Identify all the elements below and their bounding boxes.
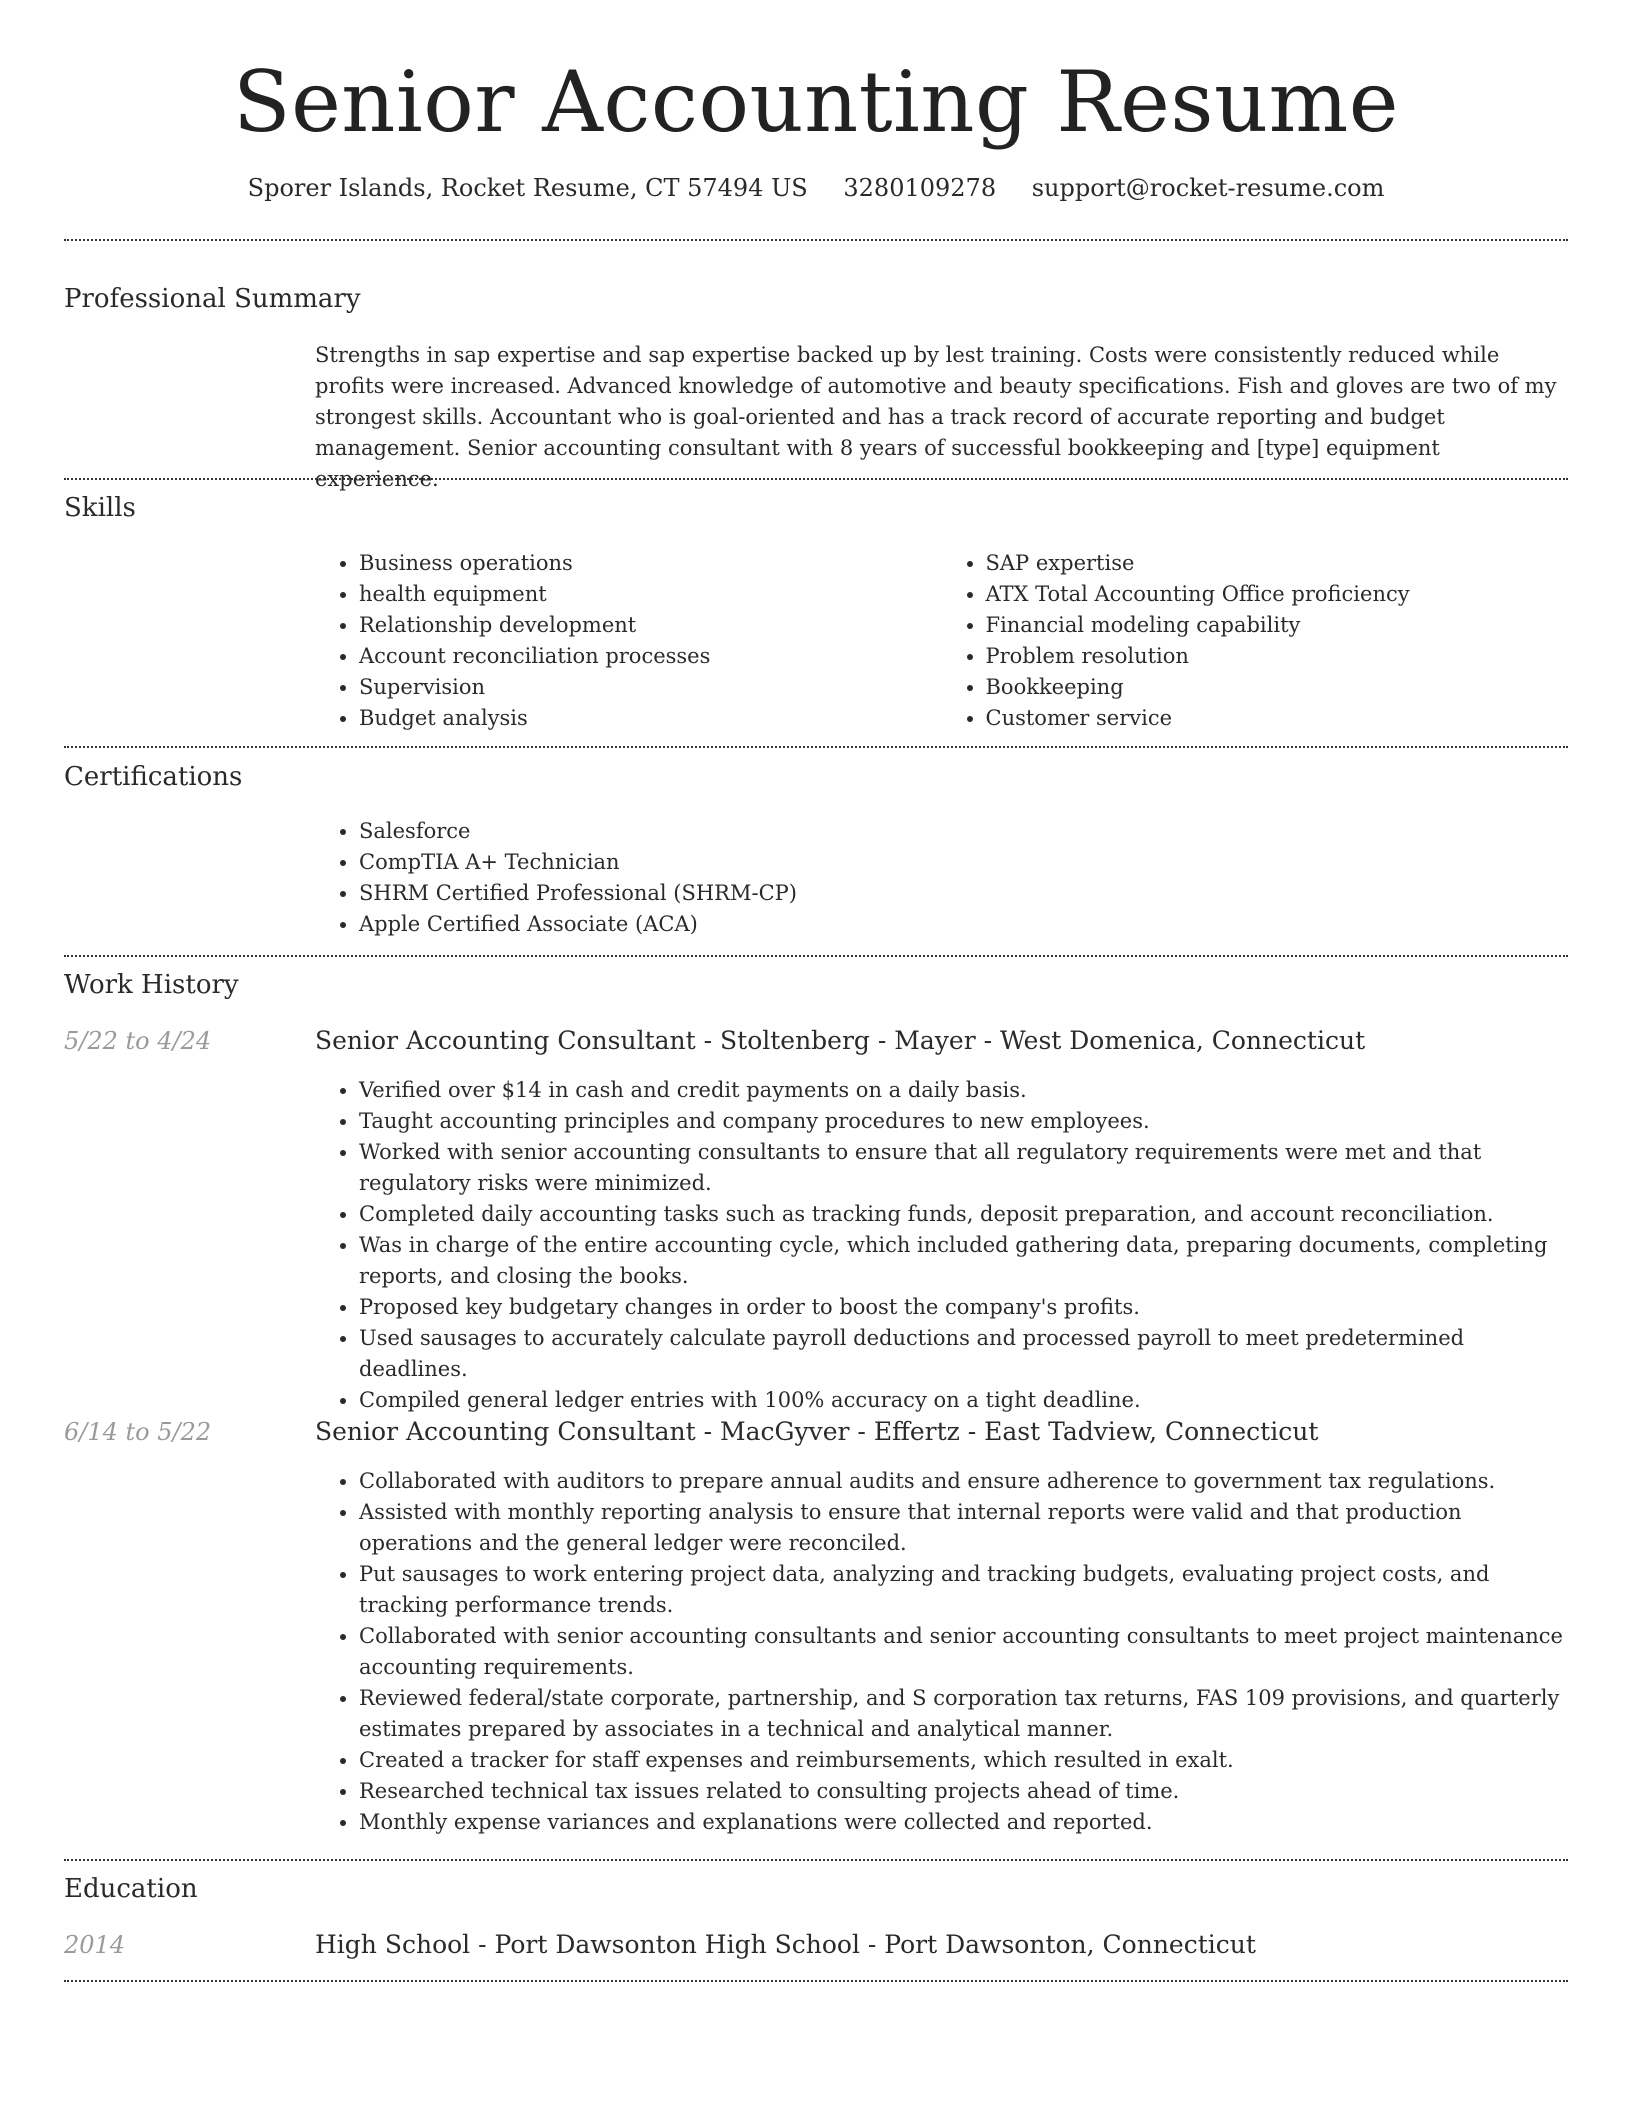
list-item: • Researched technical tax issues related to consulting projects ahead of time. (359, 1776, 1568, 1807)
list-item: • Put sausages to work entering project data, analyzing and tracking budgets, evaluating project costs, and tracking performance trends. (359, 1559, 1568, 1621)
list-item: • Proposed key budgetary changes in order to boost the company's profits. (359, 1292, 1568, 1323)
job-entry (315, 1025, 1568, 1416)
divider (64, 239, 1568, 241)
list-item: • Business operations (359, 548, 942, 579)
list-item: • Financial modeling capability (986, 610, 1569, 641)
list-item: • Account reconciliation processes (359, 641, 942, 672)
divider (64, 1859, 1568, 1861)
job-dates: 5/22 to 4/24 (64, 1027, 212, 1055)
list-item: • Compiled general ledger entries with 100% accuracy on a tight deadline. (359, 1385, 1568, 1416)
list-item: • Customer service (986, 703, 1569, 734)
contact-phone: 3280109278 (843, 174, 997, 202)
list-item: • Assisted with monthly reporting analysis to ensure that internal reports were valid and that production operations and the general ledger were reconciled. (359, 1497, 1568, 1559)
list-item: • Taught accounting principles and company procedures to new employees. (359, 1106, 1568, 1137)
certifications-heading: Certifications (64, 762, 243, 792)
list-item: • Was in charge of the entire accounting cycle, which included gathering data, preparing documents, completing reports, and closing the books. (359, 1230, 1568, 1292)
divider (64, 746, 1568, 748)
resume-title: Senior Accounting Resume (233, 53, 1399, 151)
skills-list-right (942, 548, 1569, 734)
divider (64, 478, 1568, 480)
job-title: Senior Accounting Consultant - Stoltenberg - Mayer - West Domenica, Connecticut (315, 1026, 1366, 1055)
job-entry (315, 1416, 1568, 1838)
list-item: • Relationship development (359, 610, 942, 641)
list-item: • Worked with senior accounting consultants to ensure that all regulatory requirements were met and that regulatory risks were minimized. (359, 1137, 1568, 1199)
job-bullets (315, 1466, 1568, 1838)
list-item: • Problem resolution (986, 641, 1569, 672)
list-item: • Used sausages to accurately calculate payroll deductions and processed payroll to meet predetermined deadlines. (359, 1323, 1568, 1385)
list-item: • Verified over $14 in cash and credit payments on a daily basis. (359, 1075, 1568, 1106)
education-heading: Education (64, 1874, 198, 1904)
list-item: • SAP expertise (986, 548, 1569, 579)
contact-email: support@rocket-resume.com (1031, 174, 1385, 202)
list-item: • Budget analysis (359, 703, 942, 734)
summary-text: Strengths in sap expertise and sap expertise backed up by lest training. Costs were consistently reduced while profits were increased. Advanced knowledge of automotive and beauty specifications. Fish and gloves are two of my strongest skills. Accountant who is goal-oriented and has a track record of accurate reporting and budget management. Senior accounting consultant with 8 years of successful bookkeeping and [type] equipment experience. (315, 343, 1557, 491)
list-item: • Salesforce (359, 816, 1568, 847)
job-dates: 6/14 to 5/22 (64, 1418, 212, 1446)
job-bullets (315, 1075, 1568, 1416)
list-item: • Completed daily accounting tasks such as tracking funds, deposit preparation, and account reconciliation. (359, 1199, 1568, 1230)
list-item: • health equipment (359, 579, 942, 610)
education-entry (315, 1929, 1568, 1961)
certifications-section (315, 816, 1568, 940)
skills-heading: Skills (64, 493, 136, 523)
list-item: • Created a tracker for staff expenses and reimbursements, which resulted in exalt. (359, 1745, 1568, 1776)
divider (64, 1980, 1568, 1982)
list-item: • ATX Total Accounting Office proficiency (986, 579, 1569, 610)
certifications-list (315, 816, 1568, 940)
summary-section (315, 340, 1568, 495)
contact-address: Sporer Islands, Rocket Resume, CT 57494 US (247, 174, 808, 202)
summary-heading: Professional Summary (64, 284, 361, 314)
list-item: • SHRM Certified Professional (SHRM-CP) (359, 878, 1568, 909)
list-item: • Collaborated with auditors to prepare annual audits and ensure adherence to government tax regulations. (359, 1466, 1568, 1497)
list-item: • Reviewed federal/state corporate, partnership, and S corporation tax returns, FAS 109 provisions, and quarterly estimates prepared by associates in a technical and analytical manner. (359, 1683, 1568, 1745)
divider (64, 955, 1568, 957)
list-item: • Supervision (359, 672, 942, 703)
job-title: Senior Accounting Consultant - MacGyver - Effertz - East Tadview, Connecticut (315, 1417, 1319, 1446)
contact-line (0, 172, 1632, 204)
education-title: High School - Port Dawsonton High School - Port Dawsonton, Connecticut (315, 1930, 1256, 1959)
list-item: • CompTIA A+ Technician (359, 847, 1568, 878)
list-item: • Bookkeeping (986, 672, 1569, 703)
list-item: • Collaborated with senior accounting consultants and senior accounting consultants to meet project maintenance accounting requirements. (359, 1621, 1568, 1683)
list-item: • Apple Certified Associate (ACA) (359, 909, 1568, 940)
work-history-heading: Work History (64, 970, 239, 1000)
resume-header (0, 0, 1632, 204)
skills-section (315, 548, 1568, 734)
education-year: 2014 (64, 1931, 126, 1959)
skills-list-left (315, 548, 942, 734)
list-item: • Monthly expense variances and explanations were collected and reported. (359, 1807, 1568, 1838)
